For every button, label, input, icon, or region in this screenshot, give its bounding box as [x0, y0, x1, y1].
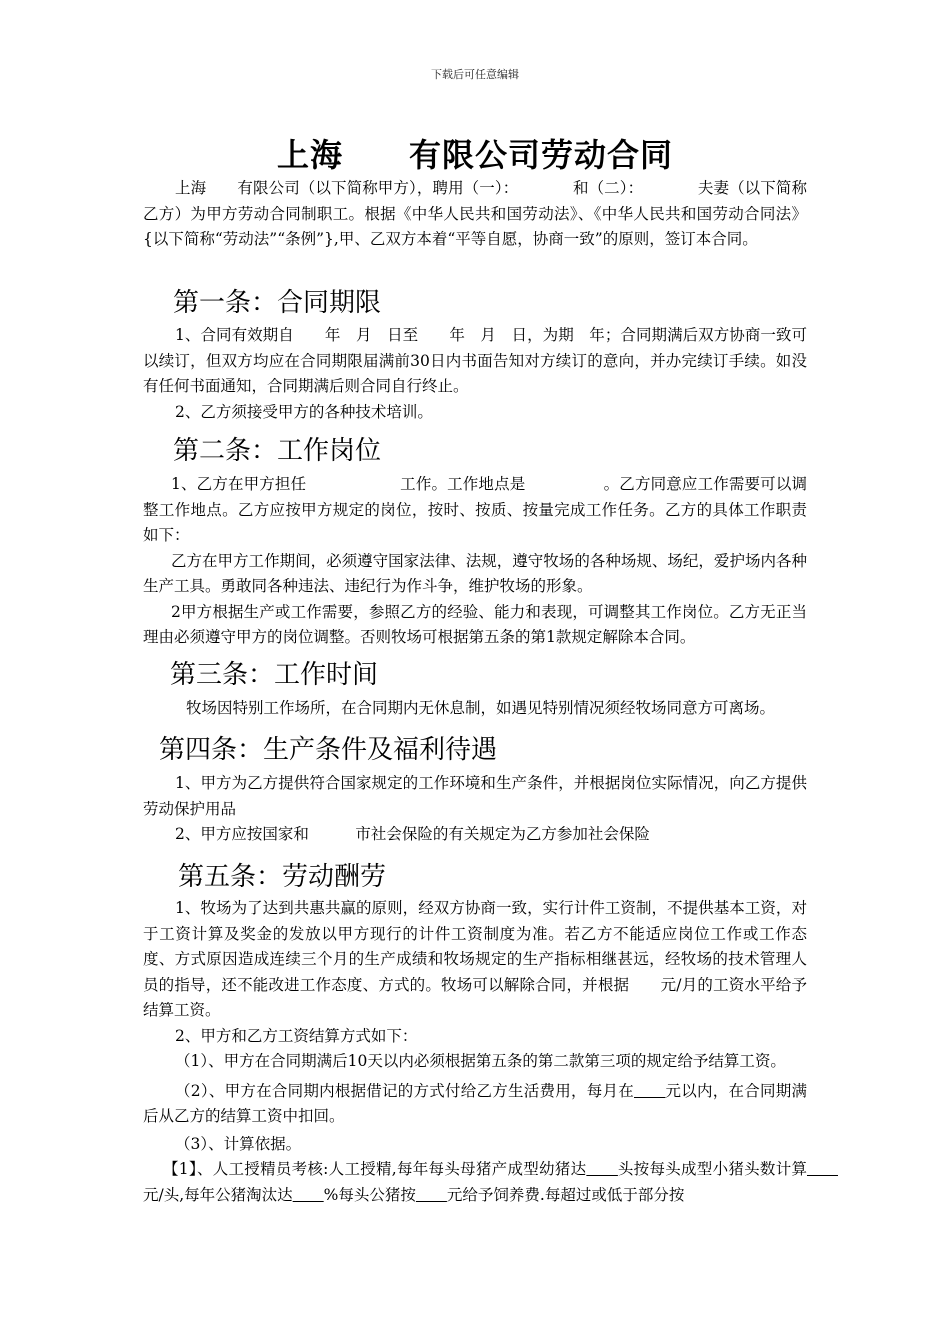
blank-feeding-fee — [416, 1186, 447, 1204]
article-3-body — [143, 696, 833, 722]
blank-piglet-count — [586, 1160, 618, 1178]
article-5-item-1: （1）、甲方在合同期满后10天以内必须根据第五条的第二款第三项的规定给予结算工资。 — [175, 1052, 786, 1070]
article-3-text: 牧场因特别工作场所，在合同期内无休息制，如遇见特别情况须经牧场同意方可离场。 — [186, 699, 776, 717]
text-part-2: 头按每头成型小猪头数计算 — [617, 1160, 807, 1178]
article-2-clause-1: 1、乙方在甲方担任 工作。工作地点是 。乙方同意应工作需要可以调整工作地点。乙方应按甲方规定的岗位，按时、按质、按量完成工作任务。乙方的具体工作职责如下： — [143, 475, 807, 544]
article-1-heading: 第一条：合同期限 — [173, 288, 382, 318]
article-2-body — [143, 472, 807, 651]
article-3-heading: 第三条：工作时间 — [170, 660, 379, 690]
text-part-4: %每头公猪按 — [323, 1185, 416, 1204]
article-4-clause-1: 1、甲方为乙方提供符合国家规定的工作环境和生产条件，并根据岗位实际情况，向乙方提供劳动保护用品 — [143, 774, 807, 818]
article-5-item-2-part-2: 元以内，在合同期满后从乙方的结算工资中扣回。 — [143, 1081, 807, 1125]
article-2-duties: 乙方在甲方工作期间，必须遵守国家法律、法规，遵守牧场的各种场规、场纪，爱护场内各种生产工具。勇敢同各种违法、违纪行为作斗争，维护牧场的形象。 — [143, 551, 807, 595]
article-5-item-2-part-1: （2）、甲方在合同期内根据借记的方式付给乙方生活费用，每月在 — [175, 1081, 634, 1100]
article-2-heading: 第二条：工作岗位 — [173, 436, 382, 466]
article-1-clause-2: 2、乙方须接受甲方的各种技术培训。 — [175, 402, 433, 421]
article-5-clause-1: 1、牧场为了达到共惠共赢的原则，经双方协商一致，实行计件工资制，不提供基本工资，对于工资计算及奖金的发放以甲方现行的计件工资制度为准。若乙方不能适应岗位工作或工作态度、方式原因造成连续三个月的生产成绩和牧场规定的生产指标相继甚远，经牧场的技术管理人员的指导，还不能改进工作态度、方式的。牧场可以解除合同，并根据 元/月的工资水平给予结算工资。 — [143, 899, 807, 1019]
intro-text: 上海 有限公司（以下简称甲方），聘用（一）： 和（二）： 夫妻（以下简称乙方）为甲方劳动合同制职工。根据《中华人民共和国劳动法》、《中华人民共和国劳动合同法》{以下简称“劳动法”“条例”},甲、乙双方本着“平等自愿，协商一致”的原则，签订本合同。 — [143, 179, 807, 248]
blank-boar-cull-rate — [293, 1186, 324, 1204]
article-4-clause-2: 2、甲方应按国家和 市社会保险的有关规定为乙方参加社会保险 — [175, 825, 650, 843]
text-part-1: 【1】、人工授精员考核:人工授精,每年每头母猪产成型幼猪达 — [163, 1160, 587, 1178]
article-4-body — [143, 771, 807, 848]
article-4-heading: 第四条：生产条件及福利待遇 — [159, 735, 498, 765]
article-2-clause-2: 2甲方根据生产或工作需要，参照乙方的经验、能力和表现，可调整其工作岗位。乙方无正当理由必须遵守甲方的岗位调整。否则牧场可根据第五条的第1款规定解除本合同。 — [143, 602, 807, 646]
intro-paragraph — [143, 176, 807, 253]
text-part-5: 元给予饲养费.每超过或低于部分按 — [446, 1185, 685, 1204]
document-title: 上海 有限公司劳动合同 — [276, 136, 673, 174]
article-5-item-3-1 — [143, 1157, 807, 1208]
article-1-clause-1: 1、合同有效期自 年 月 日至 年 月 日，为期 年；合同期满后双方协商一致可以续订，但双方均应在合同期限届满前30日内书面告知对方续订的意向，并办完续订手续。如没有任何书面通知，合同期满后则合同自行终止。 — [143, 326, 807, 395]
header-note: 下载后可任意编辑 — [431, 68, 519, 81]
article-5-item-3: （3）、计算依据。 — [175, 1134, 302, 1153]
article-5-body — [143, 896, 807, 1208]
article-5-heading: 第五条：劳动酬劳 — [178, 862, 387, 892]
article-5-clause-2: 2、甲方和乙方工资结算方式如下： — [175, 1026, 418, 1045]
text-part-3: 元/头,每年公猪淘汰达 — [143, 1185, 293, 1204]
article-5-item-2 — [143, 1079, 807, 1130]
article-1-body — [143, 323, 807, 425]
blank-rate-per-head — [807, 1160, 838, 1178]
blank-monthly-limit — [634, 1082, 666, 1100]
